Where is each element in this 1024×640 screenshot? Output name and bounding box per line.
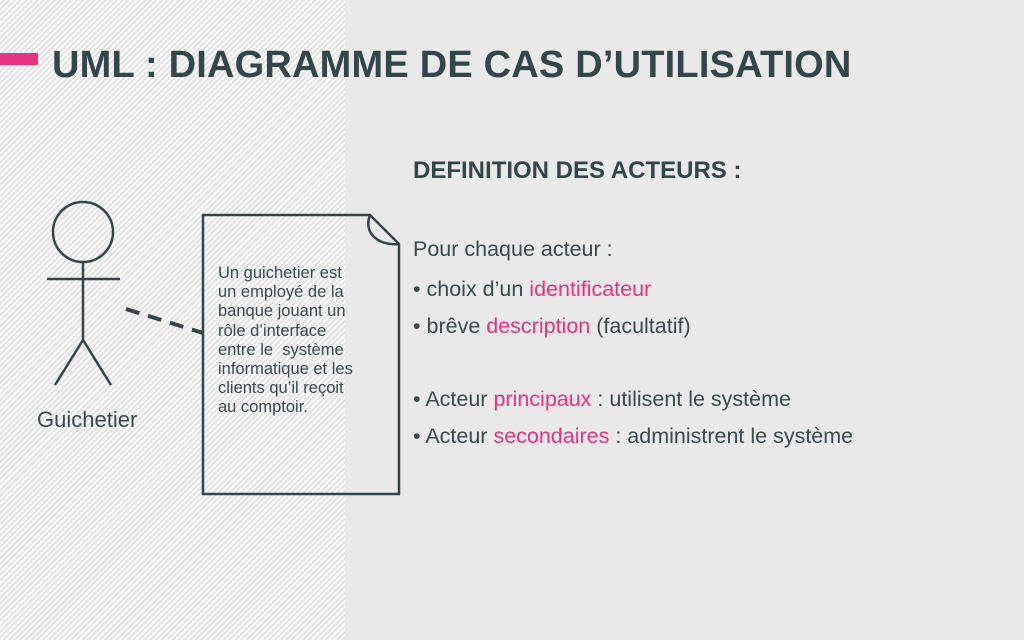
highlight-secondaires: secondaires: [493, 424, 610, 448]
bullet-description: [413, 314, 691, 339]
intro-text: Pour chaque acteur :: [413, 237, 613, 261]
bullet-suffix: (facultatif): [590, 314, 691, 338]
bullet-text: • choix d’un: [413, 277, 530, 301]
intro-line: [413, 237, 613, 262]
page-title: UML : DIAGRAMME DE CAS D’UTILISATION: [52, 44, 852, 86]
stick-figure-actor-icon: [47, 202, 120, 385]
bullet-text: • Acteur: [413, 424, 494, 448]
bullet-text: • Acteur: [413, 387, 494, 411]
highlight-identificateur: identificateur: [529, 277, 652, 301]
highlight-principaux: principaux: [493, 387, 592, 411]
bullet-principal-actors: [413, 387, 791, 412]
section-heading: DEFINITION DES ACTEURS :: [413, 157, 742, 184]
highlight-description: description: [486, 314, 591, 338]
bullet-identifier: [413, 277, 651, 302]
bullet-suffix: : utilisent le système: [591, 387, 791, 411]
note-connector-dashed-line: [126, 309, 203, 333]
bullet-suffix: : administrent le système: [609, 424, 854, 448]
bullet-secondary-actors: [413, 424, 853, 449]
bullet-text: • brêve: [413, 314, 487, 338]
actor-label: Guichetier: [37, 407, 138, 432]
note-text: Un guichetier est un employé de la banque jouant un rôle d’interface entre le système informatique et les clients qu’il reçoit au comptoir.: [218, 264, 353, 417]
